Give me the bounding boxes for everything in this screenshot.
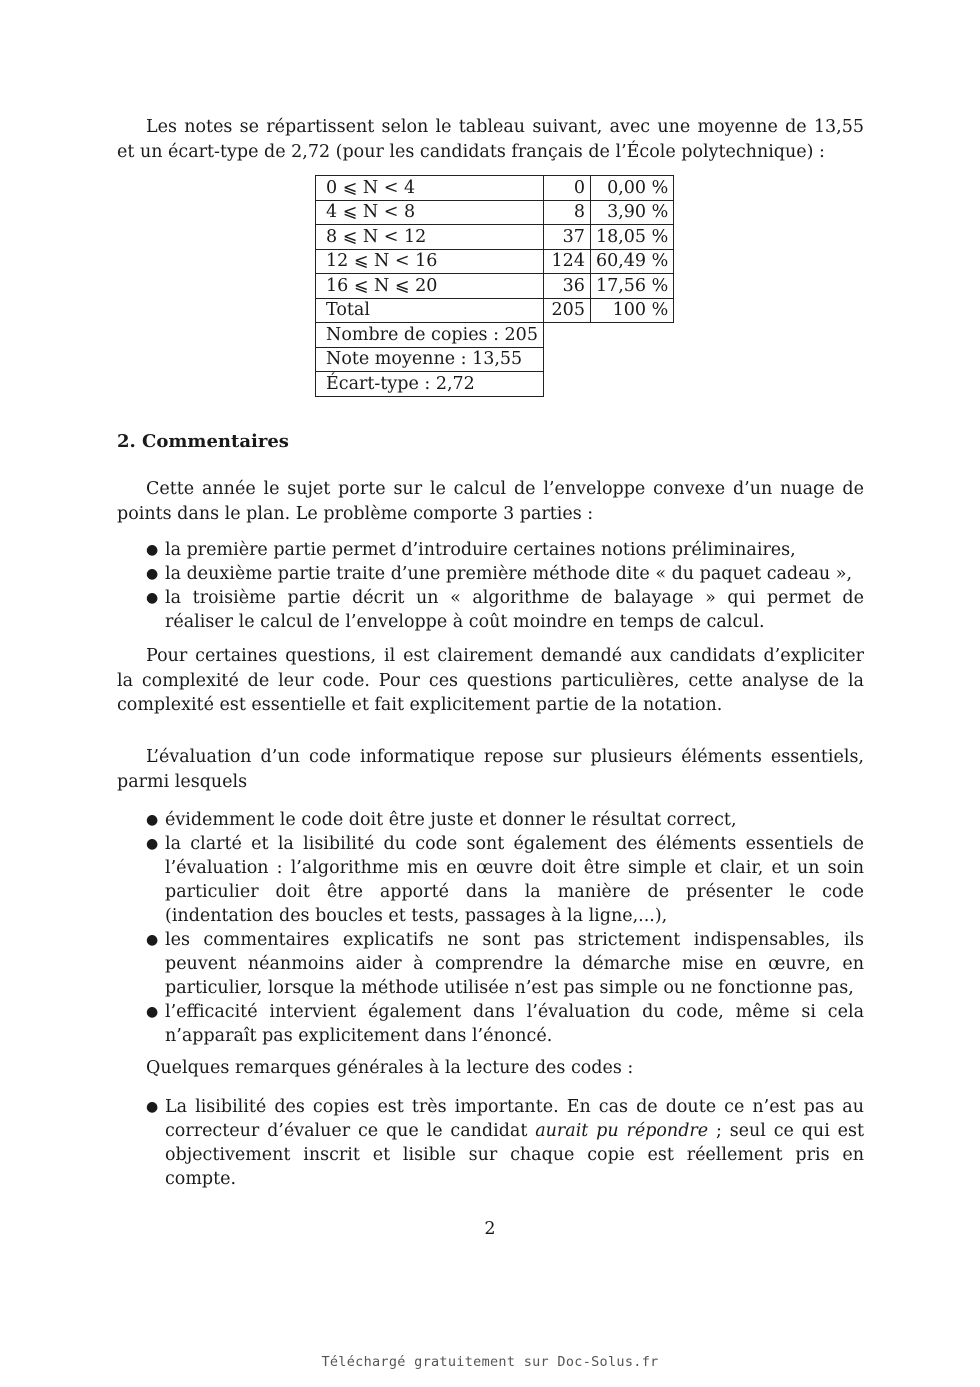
section-heading: 2. Commentaires xyxy=(117,431,289,452)
std-dev-cell: Écart-type : 2,72 xyxy=(316,372,544,397)
stats-row xyxy=(316,372,674,397)
count-cell: 124 xyxy=(543,249,590,274)
mean-grade-cell: Note moyenne : 13,55 xyxy=(316,347,544,372)
percent-cell: 17,56 % xyxy=(590,274,673,299)
page-number: 2 xyxy=(484,1219,496,1239)
list-item: ● la première partie permet d’introduire certaines notions préliminaires, xyxy=(146,540,796,560)
list-item: ● l’efficacité intervient également dans l’évaluation du code, même si cela n’apparaît pas explicitement dans l’énoncé. xyxy=(146,1002,864,1046)
bullet-icon: ● xyxy=(146,836,159,852)
subject-paragraph: Cette année le sujet porte sur le calcul de l’enveloppe convexe d’un nuage de points dans le plan. Le problème comporte 3 parties : xyxy=(117,479,864,524)
download-footer: Téléchargé gratuitement sur Doc-Solus.fr xyxy=(321,1354,659,1370)
percent-cell: 0,00 % xyxy=(590,176,673,201)
range-cell: Total xyxy=(316,298,544,323)
list-item: ● la clarté et la lisibilité du code sont également des éléments essentiels de l’évaluation : l’algorithme mis en œuvre doit être simple et clair, et un soin particulier doit être apporté dans la manière de présenter le code (indentation des boucles et tests, passages à la ligne,...), xyxy=(146,834,864,926)
table-row xyxy=(316,200,674,225)
grade-distribution-table xyxy=(315,175,674,397)
stats-row xyxy=(316,323,674,348)
list-item: ● La lisibilité des copies est très importante. En cas de doute ce n’est pas au correcteur d’évaluer ce que le candidat aurait pu répondre ; seul ce qui est objectivement inscrit et lisible sur chaque copie est réellement pris en compte. xyxy=(146,1097,865,1189)
copies-count-cell: Nombre de copies : 205 xyxy=(316,323,544,348)
remarks-intro-paragraph: Quelques remarques générales à la lecture des codes : xyxy=(146,1058,634,1078)
range-cell: 12 ⩽ N < 16 xyxy=(316,249,544,274)
criteria-list xyxy=(117,808,864,1048)
range-cell: 8 ⩽ N < 12 xyxy=(316,225,544,250)
bullet-icon: ● xyxy=(146,590,159,606)
bullet-icon: ● xyxy=(146,542,159,558)
range-cell: 0 ⩽ N < 4 xyxy=(316,176,544,201)
table-row xyxy=(316,176,674,201)
bullet-icon: ● xyxy=(146,1004,159,1020)
stats-row xyxy=(316,347,674,372)
table-row xyxy=(316,249,674,274)
remarks-list xyxy=(117,1095,864,1191)
count-cell: 0 xyxy=(543,176,590,201)
parts-list xyxy=(117,538,864,634)
italic-phrase: aurait pu répondre xyxy=(535,1121,709,1141)
intro-paragraph: Les notes se répartissent selon le tableau suivant, avec une moyenne de 13,55 et un écart-type de 2,72 (pour les candidats français de l’École polytechnique) : xyxy=(117,117,864,162)
list-item: ● les commentaires explicatifs ne sont pas strictement indispensables, ils peuvent néanmoins aider à comprendre la démarche mise en œuvre, en particulier, lorsque la méthode utilisée n’est pas simple ou ne fonctionne pas, xyxy=(146,930,864,998)
table-row xyxy=(316,225,674,250)
table-row xyxy=(316,274,674,299)
complexity-paragraph: Pour certaines questions, il est clairement demandé aux candidats d’expliciter la complexité de leur code. Pour ces questions particulières, cette analyse de la complexité est essentielle et fait explicitement partie de la notation. xyxy=(117,646,864,715)
percent-cell: 100 % xyxy=(590,298,673,323)
bullet-icon: ● xyxy=(146,812,159,828)
count-cell: 8 xyxy=(543,200,590,225)
list-item: ● évidemment le code doit être juste et donner le résultat correct, xyxy=(146,810,737,830)
percent-cell: 18,05 % xyxy=(590,225,673,250)
range-cell: 4 ⩽ N < 8 xyxy=(316,200,544,225)
count-cell: 205 xyxy=(543,298,590,323)
count-cell: 37 xyxy=(543,225,590,250)
percent-cell: 60,49 % xyxy=(590,249,673,274)
evaluation-paragraph: L’évaluation d’un code informatique repose sur plusieurs éléments essentiels, parmi lesquels xyxy=(117,747,864,792)
bullet-icon: ● xyxy=(146,932,159,948)
list-item: ● la deuxième partie traite d’une première méthode dite « du paquet cadeau », xyxy=(146,564,853,584)
percent-cell: 3,90 % xyxy=(590,200,673,225)
bullet-icon: ● xyxy=(146,566,159,582)
count-cell: 36 xyxy=(543,274,590,299)
range-cell: 16 ⩽ N ⩽ 20 xyxy=(316,274,544,299)
bullet-icon: ● xyxy=(146,1099,159,1115)
list-item: ● la troisième partie décrit un « algorithme de balayage » qui permet de réaliser le calcul de l’enveloppe à coût moindre en temps de calcul. xyxy=(146,588,864,632)
table-row-total xyxy=(316,298,674,323)
